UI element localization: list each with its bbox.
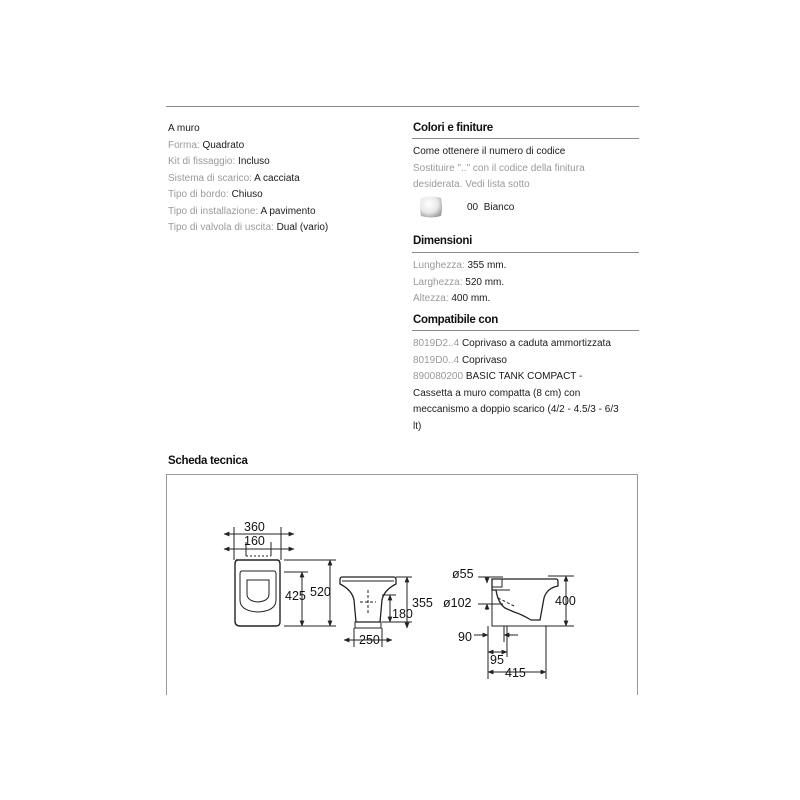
dim-label-front-h1: 180 [392, 607, 413, 621]
spec-row-installation: Tipo di installazione: A pavimento [168, 205, 316, 217]
colors-heading: Colori e finiture [413, 122, 493, 134]
dim-label-top-inner: 160 [244, 534, 265, 548]
dim-width: Larghezza: 520 mm. [413, 276, 505, 288]
technical-heading: Scheda tecnica [168, 455, 248, 467]
dim-height: Altezza: 400 mm. [413, 293, 491, 304]
dim-label-front-h2: 355 [412, 596, 433, 610]
dim-label-side-h: 400 [555, 594, 576, 608]
dim-label-top-h1: 425 [285, 589, 306, 603]
compatible-continuation: lt) [413, 420, 422, 432]
compatible-item: 8019D2..4 Coprivaso a caduta ammortizzata [413, 338, 611, 349]
compatible-continuation: Cassetta a muro compatta (8 cm) con [413, 387, 581, 399]
dim-label-side-b3: 415 [505, 666, 526, 680]
spec-row-flush-system: Sistema di scarico: A cacciata [168, 172, 300, 184]
top-view [224, 527, 336, 626]
dimensions-heading: Dimensioni [413, 235, 472, 247]
compatible-continuation: meccanismo a doppio scarico (4/2 - 4.5/3 - 6/3 [413, 404, 619, 415]
side-view [474, 576, 574, 679]
spec-row-rim-type: Tipo di bordo: Chiuso [168, 189, 263, 200]
dim-label-side-b1: 90 [458, 630, 472, 644]
colors-text: Come ottenere il numero di codice Sostituire ".." con il codice della finitura desiderata. Vedi lista sotto [413, 146, 585, 190]
spec-row-fixing-kit: Kit di fissaggio: Incluso [168, 156, 270, 167]
dim-label-front-base: 250 [359, 633, 380, 647]
spec-row-shape: Forma: Quadrato [168, 139, 245, 151]
compatible-item: 890080200 BASIC TANK COMPACT - [413, 371, 583, 382]
dim-label-side-d1: ø55 [452, 567, 474, 581]
dim-label-side-d2: ø102 [443, 596, 472, 610]
spec-row-outlet-valve: Tipo di valvola di uscita: Dual (vario) [168, 222, 329, 233]
dim-length: Lunghezza: 355 mm. [413, 260, 507, 271]
dim-label-top-width: 360 [244, 520, 265, 534]
finish-label: 00 Bianco [467, 202, 515, 213]
dim-label-side-b2: 95 [490, 653, 504, 667]
compatible-heading: Compatibile con [413, 314, 498, 326]
product-type: A muro [168, 123, 200, 134]
dim-label-top-h2: 520 [310, 585, 331, 599]
compatible-item: 8019D0..4 Coprivaso [413, 354, 507, 366]
